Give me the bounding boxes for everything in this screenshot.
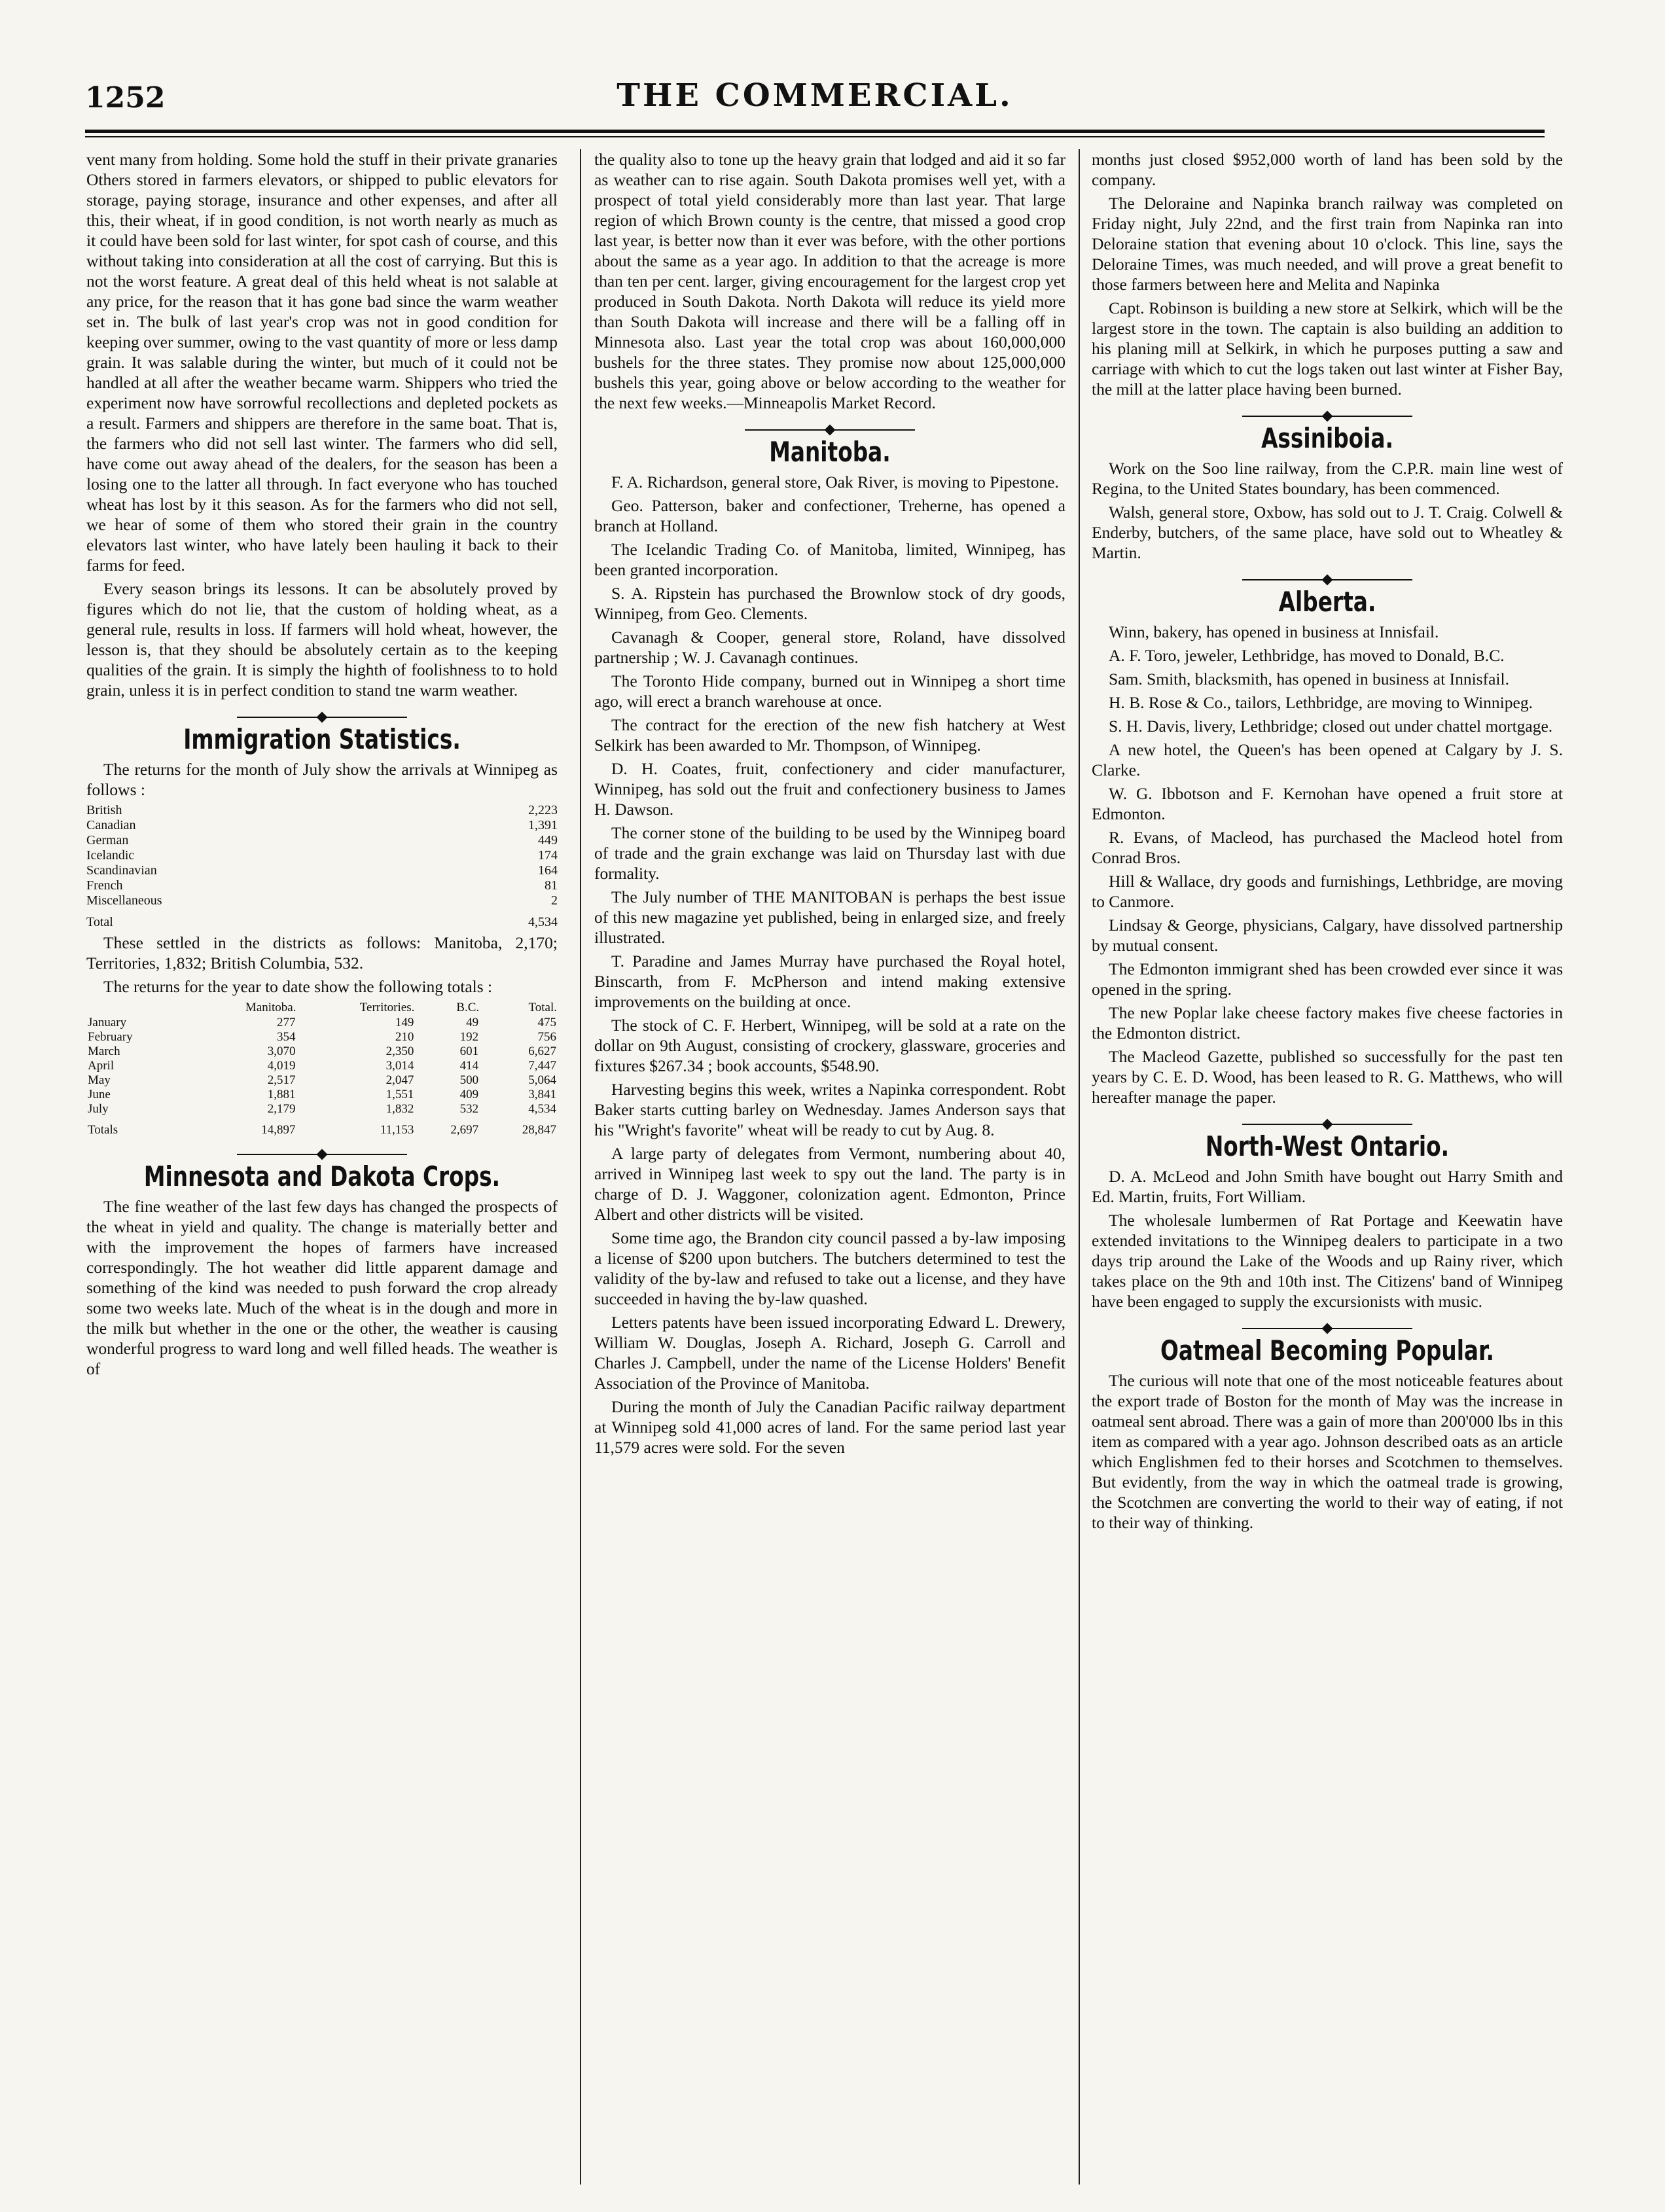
news-item: R. Evans, of Macleod, has purchased the Macleod hotel from Conrad Bros. [1092, 828, 1563, 867]
table-row [86, 878, 558, 893]
table-header-cell: B.C. [456, 1001, 480, 1014]
header-rule-thin [85, 136, 1545, 137]
news-item: H. B. Rose & Co., tailors, Lethbridge, are moving to Winnipeg. [1109, 693, 1533, 712]
paragraph: These settled in the districts as follows: Manitoba, 2,170; Territories, 1,832; British Columbia, 532. [86, 933, 558, 972]
table-cell: 49 [466, 1016, 479, 1029]
section-ornament [1092, 568, 1563, 577]
table-cell: Miscellaneous [86, 893, 162, 908]
table-cell: June [88, 1088, 111, 1101]
table-cell: April [88, 1059, 115, 1073]
table-row [86, 833, 558, 848]
news-item: Letters patents have been issued incorporating Edward L. Drewery, William W. Douglas, Joseph A. Richard, Joseph G. Carroll and Charles J. Campbell, under the name of the License Holders' Benefit Association of the Province of Manitoba. [594, 1313, 1065, 1393]
news-item: The Macleod Gazette, published so successfully for the past ten years by C. E. D. Wood, has been leased to R. G. Matthews, who will hereafter manage the paper. [1092, 1047, 1563, 1107]
table-row [86, 863, 558, 878]
news-item: F. A. Richardson, general store, Oak River, is moving to Pipestone. [611, 473, 1059, 491]
table-cell: 5,064 [528, 1073, 556, 1087]
paragraph: The returns for the year to date show the following totals : [103, 977, 493, 996]
table-cell: Scandinavian [86, 863, 157, 878]
section-title-assiniboia: Assiniboia. [1261, 422, 1393, 454]
table-cell: 1,391 [528, 818, 558, 832]
table-header-cell [86, 1000, 187, 1016]
table-cell: 4,534 [528, 1102, 556, 1116]
manitoba-items [594, 472, 1065, 1457]
news-item: W. G. Ibbotson and F. Kernohan have opened a fruit store at Edmonton. [1092, 784, 1563, 823]
table-header-cell: Total. [528, 1001, 557, 1014]
news-item: The Toronto Hide company, burned out in Winnipeg a short time ago, will erect a branch warehouse at once. [594, 671, 1065, 711]
section-title-immigration: Immigration Statistics. [183, 723, 461, 755]
table-cell: 449 [538, 833, 558, 847]
table-cell: 414 [459, 1059, 479, 1073]
column-2 [594, 149, 1065, 2191]
table-cell: 28,847 [522, 1123, 556, 1137]
column-3 [1092, 149, 1563, 2191]
table-cell: February [88, 1030, 133, 1044]
table-cell: German [86, 833, 129, 847]
news-item: A new hotel, the Queen's has been opened at Calgary by J. S. Clarke. [1092, 740, 1563, 779]
table-cell: 1,551 [385, 1088, 414, 1101]
table-cell: January [88, 1016, 127, 1029]
news-item: The stock of C. F. Herbert, Winnipeg, will be sold at a rate on the dollar on 9th August, consisting of crockery, glassware, groceries and fixtures $267.34 ; book accounts, $548.90. [594, 1016, 1065, 1075]
paragraph: vent many from holding. Some hold the stuff in their private granaries Others stored in farmers elevators, or shipped to public elevators for storage, paying storage, insurance and other expenses, and after all this, their wheat, if in good condition, is not worth nearly as much as it could have been sold for last winter, for spot cash of course, and this without taking into consideration at all the cost of carrying. But this is not the worst feature. A great deal of this held wheat is not salable at any price, for the reason that it has gone bad since the warm weather set in. The bulk of last year's crop was not in good condition for keeping over summer, owing to the vast quantity of more or less damp grain. It was salable during the winter, but much of it could not be handled at all after the weather became warm. Shippers who tried the experiment now have sorrowful recollections and depleted pockets as a result. Farmers and shippers are therefore in the same boat. That is, the farmers who did not sell last winter. The farmers who did sell, have come out away ahead of the dealers, for the season has been a losing one to the latter all through. In fact everyone who has touched wheat has lost by it this season. As for the farmers who did not sell, we hear of some of them who stored their grain in the country elevators last winter, who have lately been hauling it back to their farms for feed. [86, 150, 558, 575]
news-item: The new Poplar lake cheese factory makes five cheese factories in the Edmonton district. [1092, 1003, 1563, 1043]
news-item: months just closed $952,000 worth of land has been sold by the company. [1092, 150, 1563, 189]
table-cell: British [86, 803, 122, 817]
table-cell: 4,019 [267, 1059, 296, 1073]
table-cell: Totals [88, 1123, 118, 1137]
column-divider [580, 149, 581, 2185]
table-cell: 1,832 [385, 1102, 414, 1116]
section-ornament [1092, 1113, 1563, 1122]
section-title-minnesota: Minnesota and Dakota Crops. [143, 1160, 501, 1192]
table-cell: Icelandic [86, 848, 135, 863]
news-item: T. Paradine and James Murray have purchased the Royal hotel, Binscarth, from F. McPherson and intend making extensive improvements on the building at once. [594, 952, 1065, 1011]
section-title-alberta: Alberta. [1278, 586, 1376, 618]
news-item: The corner stone of the building to be used by the Winnipeg board of trade and the grain exchange was laid on Thursday last with due formality. [594, 823, 1065, 883]
table-row [86, 1016, 558, 1030]
section-title-nw-ontario: North-West Ontario. [1205, 1130, 1450, 1162]
paragraph: The returns for the month of July show the arrivals at Winnipeg as follows : [86, 760, 558, 799]
col3-top-items [1092, 149, 1563, 399]
table-cell: 7,447 [528, 1059, 556, 1073]
news-item: Some time ago, the Brandon city council passed a by-law imposing a license of $200 upon butchers. The butchers determined to test the validity of the by-law and refused to take out a license, and they have succeeded in having the by-law quashed. [594, 1228, 1065, 1308]
table-row [86, 1088, 558, 1102]
page-number: 1252 [85, 81, 166, 115]
table-cell: 756 [537, 1030, 556, 1044]
table-cell: March [88, 1044, 120, 1058]
section-ornament [1092, 404, 1563, 414]
section-ornament [86, 1143, 558, 1152]
assiniboia-items [1092, 458, 1563, 563]
table-cell: 2,697 [450, 1123, 479, 1137]
news-item: S. A. Ripstein has purchased the Brownlow stock of dry goods, Winnipeg, from Geo. Clements. [594, 584, 1065, 623]
table-cell: 2,350 [385, 1044, 414, 1058]
table-row-total [86, 908, 558, 930]
section-ornament [1092, 1317, 1563, 1326]
news-item: Walsh, general store, Oxbow, has sold out to J. T. Craig. Colwell & Enderby, butchers, of the same place, have sold out to Wheatley & Martin. [1092, 503, 1563, 562]
table-row [86, 818, 558, 833]
news-item: D. H. Coates, fruit, confectionery and cider manufacturer, Winnipeg, has sold out the fruit and confectionery business to James H. Dawson. [594, 759, 1065, 819]
news-item: Lindsay & George, physicians, Calgary, have dissolved partnership by mutual consent. [1092, 916, 1563, 955]
table-cell: 409 [459, 1088, 479, 1101]
table-cell: 532 [459, 1102, 479, 1116]
nwontario-items [1092, 1166, 1563, 1311]
table-cell: 164 [538, 863, 558, 878]
news-item: During the month of July the Canadian Pacific railway department at Winnipeg sold 41,000 acres of land. For the same period last year 11,579 acres were sold. For the seven [594, 1397, 1065, 1457]
table-row [86, 1102, 558, 1116]
news-item: Cavanagh & Cooper, general store, Roland, have dissolved partnership ; W. J. Cavanagh continues. [594, 628, 1065, 667]
table-cell: 6,627 [528, 1044, 556, 1058]
news-item: Harvesting begins this week, writes a Napinka correspondent. Robt Baker starts cutting barley on Wednesday. James Anderson says that his "Wright's favorite" wheat will be ready to cut by Aug. 8. [594, 1080, 1065, 1139]
news-item: Sam. Smith, blacksmith, has opened in business at Innisfail. [1109, 669, 1509, 688]
year-totals-table [86, 1000, 558, 1137]
table-row-total [86, 1116, 558, 1137]
table-cell: 3,841 [528, 1088, 556, 1101]
news-item: Winn, bakery, has opened in business at Innisfail. [1109, 622, 1439, 641]
table-cell: 475 [537, 1016, 556, 1029]
section-title-oatmeal: Oatmeal Becoming Popular. [1160, 1334, 1494, 1366]
table-cell: 2 [551, 893, 558, 908]
table-row [86, 1073, 558, 1088]
table-cell: 4,534 [528, 915, 558, 929]
news-item: The Deloraine and Napinka branch railway was completed on Friday night, July 22nd, and the first train from Napinka ran into Deloraine station that evening about 10 o'clock. This line, says the Deloraine Times, was much needed, and will prove a great benefit to those farmers between here and Melita and Napinka [1092, 194, 1563, 294]
table-cell: 11,153 [380, 1123, 414, 1137]
header-rule [85, 130, 1545, 133]
page-header [85, 77, 1545, 130]
paragraph: Every season brings its lessons. It can be absolutely proved by figures which do not lie, that the custom of holding wheat, as a general rule, results in loss. If farmers will hold wheat, however, the lesson is, that they should be absolutely certain as to the keeping qualities of the grain. It is simply the highth of foolishness to to hold grain, unless it is in perfect condition to stand tne warm weather. [86, 579, 558, 700]
news-item: Work on the Soo line railway, from the C.P.R. main line west of Regina, to the United States boundary, has been commenced. [1092, 459, 1563, 498]
table-cell: 3,014 [385, 1059, 414, 1073]
table-cell: Total [86, 915, 113, 929]
table-cell: 14,897 [261, 1123, 296, 1137]
table-cell: 2,223 [528, 803, 558, 817]
news-item: Geo. Patterson, baker and confectioner, Treherne, has opened a branch at Holland. [594, 496, 1065, 535]
news-item: The Icelandic Trading Co. of Manitoba, limited, Winnipeg, has been granted incorporation. [594, 540, 1065, 579]
section-title-manitoba: Manitoba. [769, 436, 891, 468]
news-item: S. H. Davis, livery, Lethbridge; closed out under chattel mortgage. [1109, 717, 1553, 736]
table-row [86, 803, 558, 818]
section-ornament [86, 705, 558, 715]
news-item: The Edmonton immigrant shed has been crowded ever since it was opened in the spring. [1092, 959, 1563, 999]
table-cell: 500 [459, 1073, 479, 1087]
column-1 [86, 149, 558, 2191]
table-cell: May [88, 1073, 111, 1087]
table-cell: 81 [545, 878, 558, 893]
table-cell: 2,047 [385, 1073, 414, 1087]
news-item: A large party of delegates from Vermont, numbering about 40, arrived in Winnipeg last week to spy out the land. The party is in charge of D. J. Waggoner, colonization agent. Edmonton, Prince Albert and other districts will be visited. [594, 1144, 1065, 1224]
news-item: A. F. Toro, jeweler, Lethbridge, has moved to Donald, B.C. [1109, 646, 1505, 665]
table-cell: 1,881 [267, 1088, 296, 1101]
paragraph: The curious will note that one of the most noticeable features about the export trade of Boston for the month of May was the increase in oatmeal sent abroad. There was a gain of more than 200'000 lbs in this item as compared with a year ago. Johnson described oats as an article which Englishmen fed to their horses and Scotchmen to themselves. But evidently, from the way in which the oatmeal trade is growing, the Scotchmen are converting the world to their way of eating, if not to their way of thinking. [1092, 1371, 1563, 1532]
table-cell: 277 [277, 1016, 296, 1029]
table-cell: 174 [538, 848, 558, 863]
news-item: The July number of THE MANITOBAN is perhaps the best issue of this new magazine yet published, being in enlarged size, and freely illustrated. [594, 887, 1065, 947]
table-cell: 210 [395, 1030, 414, 1044]
table-cell: 192 [459, 1030, 479, 1044]
table-cell: July [88, 1102, 109, 1116]
table-row [86, 1059, 558, 1073]
table-row [86, 893, 558, 908]
table-cell: 3,070 [267, 1044, 296, 1058]
column-divider [1079, 149, 1080, 2185]
news-item: D. A. McLeod and John Smith have bought out Harry Smith and Ed. Martin, fruits, Fort William. [1092, 1167, 1563, 1206]
table-cell: French [86, 878, 123, 893]
table-cell: 601 [459, 1044, 479, 1058]
table-cell: Canadian [86, 818, 136, 832]
table-row [86, 1030, 558, 1044]
paragraph: the quality also to tone up the heavy grain that lodged and aid it so far as weather can to rise again. South Dakota promises well yet, with a prospect of total yield considerably more than last year. That large region of which Brown county is the centre, that missed a good crop last year, is better now than it ever was before, with the other portions about the same as a year ago. In addition to that the acreage is more than ten per cent. larger, giving encouragement for the largest crop yet produced in South Dakota. North Dakota will reduce its yield more than South Dakota will increase and there will be a falling off in Minnesota also. Last year the total crop was about 160,000,000 bushels for the three states. They promise now about 125,000,000 bushels this year, going above or below according to the weather for the next few weeks.—Minneapolis Market Record. [594, 150, 1065, 412]
table-cell: 2,179 [267, 1102, 296, 1116]
table-row [86, 1044, 558, 1059]
news-item: Capt. Robinson is building a new store at Selkirk, which will be the largest store in the town. The captain is also building an addition to his planing mill at Selkirk, in which he purposes putting a saw and carriage with which to cut the logs taken out last winter at Fisher Bay, the mill at the latter place having been burned. [1092, 298, 1563, 399]
arrivals-table [86, 803, 558, 930]
table-cell: 149 [395, 1016, 414, 1029]
masthead-title: THE COMMERCIAL. [617, 77, 1013, 114]
table-row [86, 848, 558, 863]
news-item: The contract for the erection of the new fish hatchery at West Selkirk has been awarded to Mr. Thompson, of Winnipeg. [594, 715, 1065, 755]
section-ornament [594, 418, 1065, 427]
table-cell: 2,517 [267, 1073, 296, 1087]
news-item: The wholesale lumbermen of Rat Portage and Keewatin have extended invitations to the Winnipeg dealers to participate in a two days trip around the Lake of the Woods and up Rainy river, which takes place on the 9th and 10th inst. The Citizens' band of Winnipeg have been engaged to supply the excursionists with music. [1092, 1211, 1563, 1311]
table-header-cell: Manitoba. [245, 1001, 296, 1014]
alberta-items [1092, 622, 1563, 1107]
table-cell: 354 [277, 1030, 296, 1044]
news-item: Hill & Wallace, dry goods and furnishings, Lethbridge, are moving to Canmore. [1092, 872, 1563, 911]
paragraph: The fine weather of the last few days has changed the prospects of the wheat in yield and quality. The change is materially better and with the improvement the hopes of farmers have increased correspondingly. The hot weather did little apparent damage and something of the kind was needed to push forward the crop already some two weeks late. Much of the wheat is in the dough and more in the milk but whether in the one or the other, the weather is causing wonderful progress to ward long and well filled heads. The weather is of [86, 1197, 558, 1378]
table-header-cell: Territories. [359, 1001, 415, 1014]
